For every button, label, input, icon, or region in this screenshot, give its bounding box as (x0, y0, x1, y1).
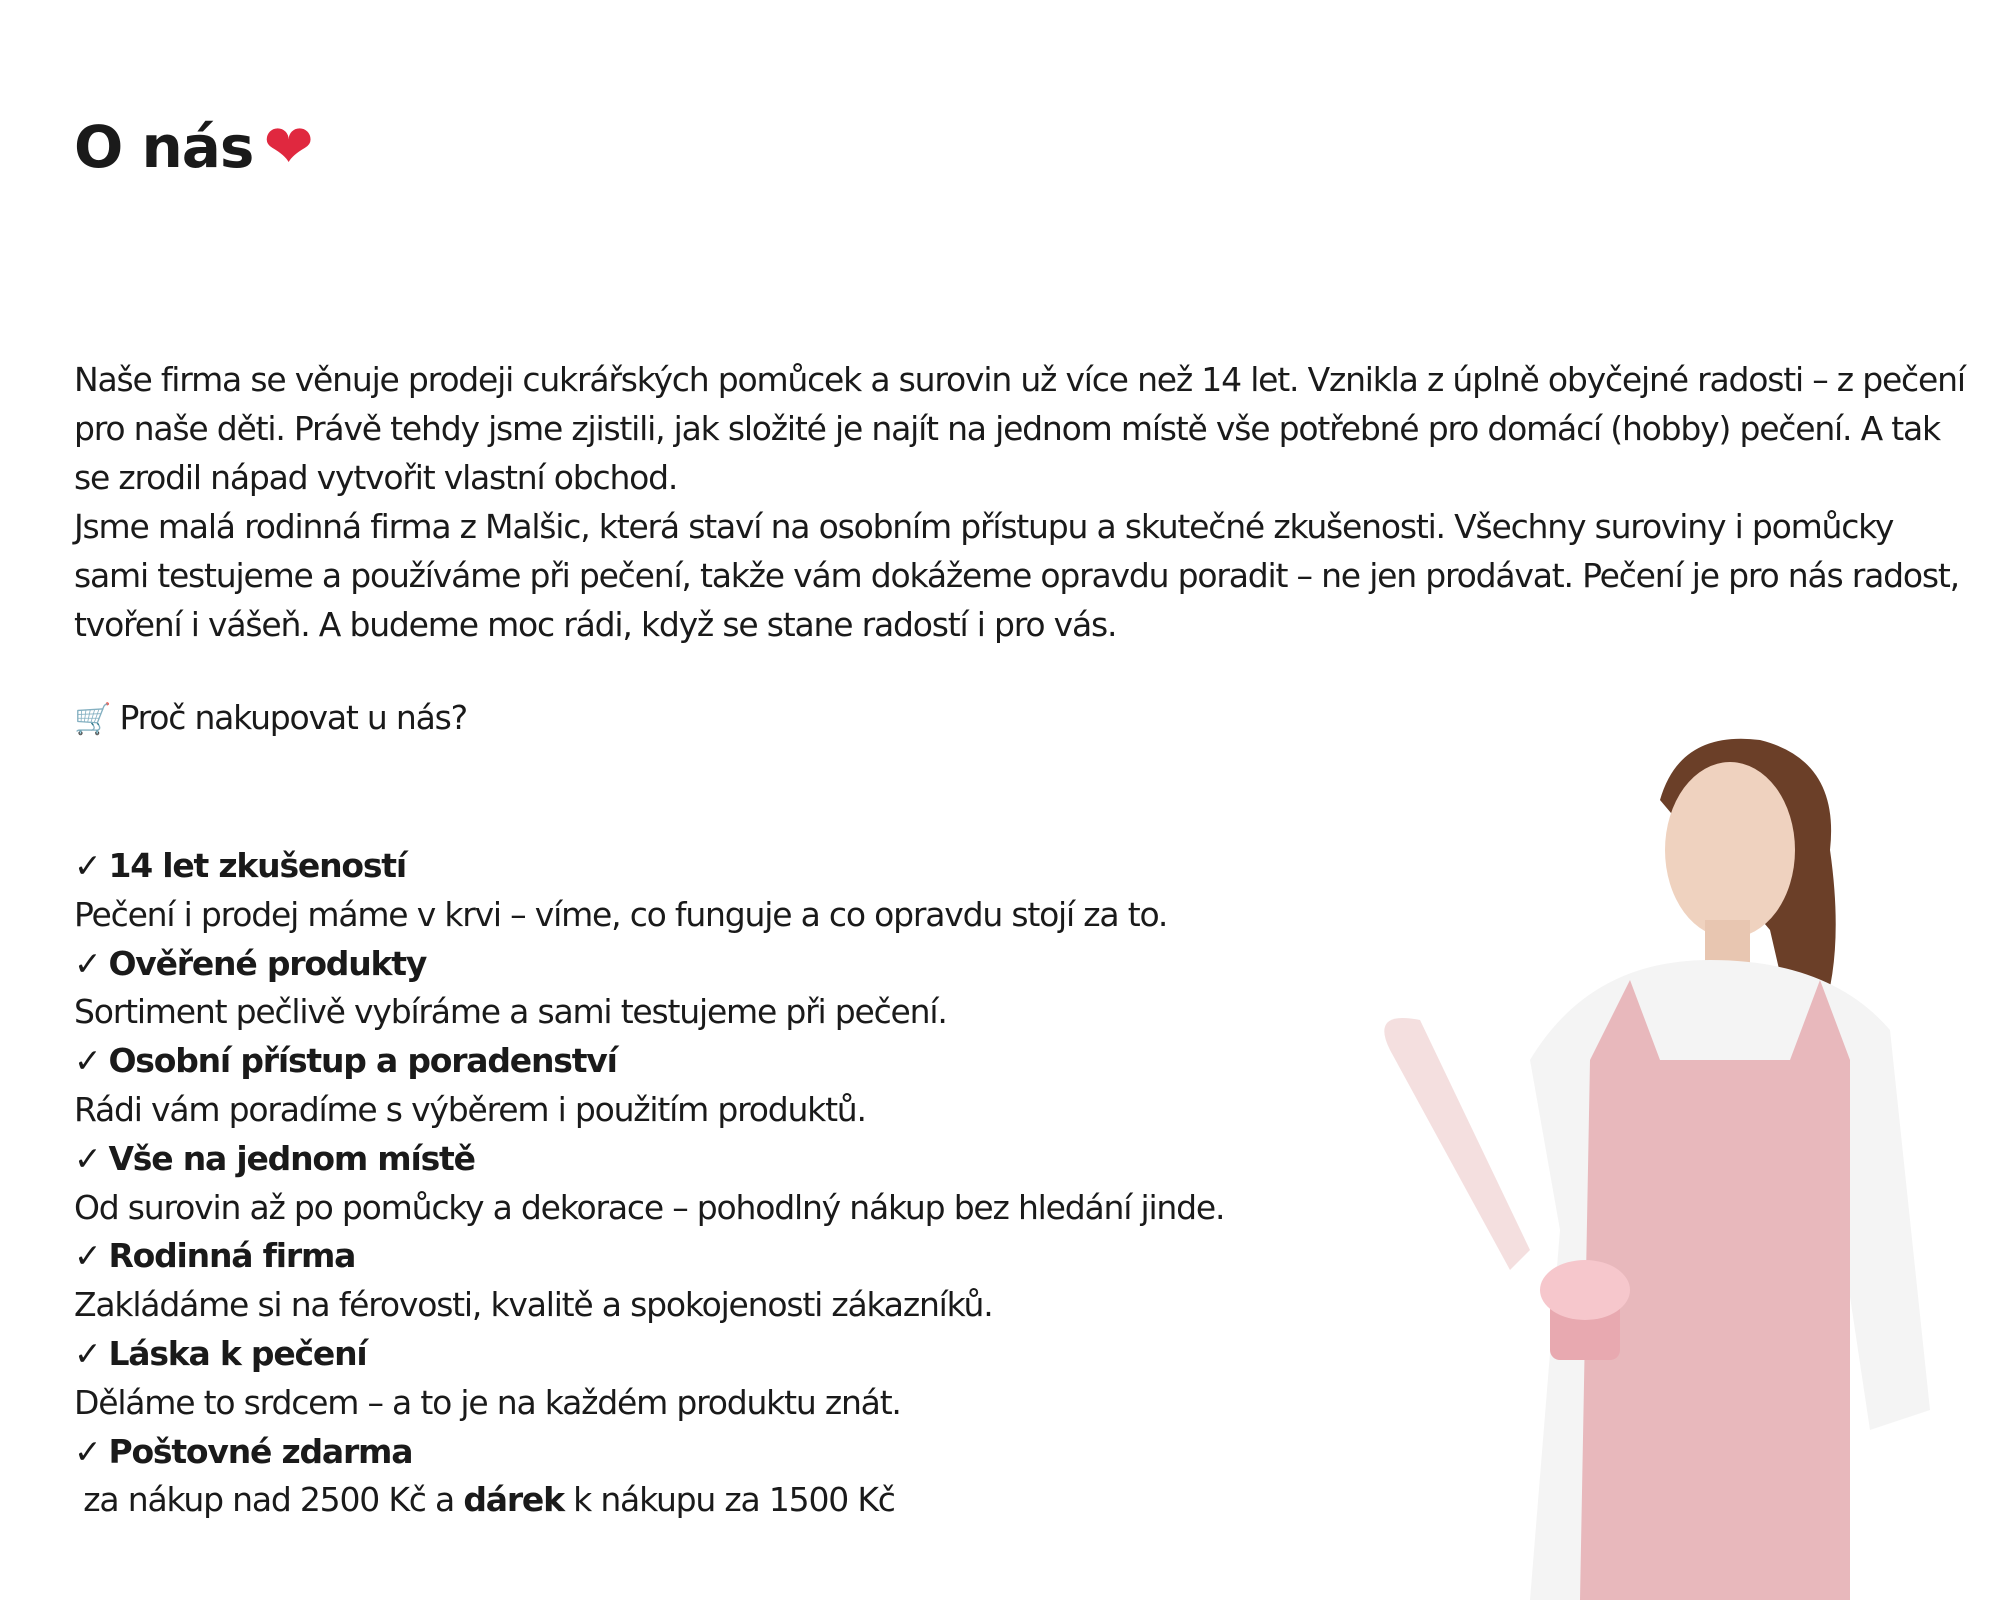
benefit-text: Děláme to srdcem – a to je na každém produktu znát. (74, 1382, 901, 1422)
benefit-item (74, 1428, 1374, 1526)
title-text: O nás (74, 113, 254, 181)
intro-paragraph: Naše firma se věnuje prodeji cukrářských pomůcek a surovin už více než 14 let. Vznikla z úplně obyčejné radosti – z pečení pro naše děti. Právě tehdy jsme zjistili, jak složité je najít na jednom místě vše potřebné pro domácí (hobby) pečení. A tak se zrodil nápad vytvořit vlastní obchod. (74, 360, 1965, 497)
benefit-title: Ověřené produkty (108, 943, 427, 983)
face (1665, 762, 1795, 938)
why-heading (74, 698, 467, 737)
why-label: Proč nakupovat u nás? (119, 698, 467, 737)
shopping-cart-icon: 🛒 (74, 702, 111, 737)
benefit-text: Pečení i prodej máme v krvi – víme, co funguje a co opravdu stojí za to. (74, 894, 1168, 934)
intro-text (74, 355, 1974, 649)
benefit-text: Od surovin až po pomůcky a dekorace – pohodlný nákup bez hledání jinde. (74, 1187, 1225, 1227)
heart-icon: ❤ (263, 112, 313, 182)
benefit-title: Rodinná firma (108, 1236, 356, 1276)
check-icon: ✓ (74, 1431, 101, 1471)
benefit-text: Sortiment pečlivě vybíráme a sami testujeme při pečení. (74, 992, 947, 1032)
check-icon: ✓ (74, 1236, 101, 1276)
check-icon: ✓ (74, 1138, 101, 1178)
benefit-item (74, 1135, 1374, 1233)
benefit-item (74, 1232, 1374, 1330)
benefit-item (74, 1037, 1374, 1135)
benefit-item (74, 940, 1374, 1038)
check-icon: ✓ (74, 1041, 101, 1081)
benefit-text (74, 1476, 1374, 1525)
benefit-title: Poštovné zdarma (108, 1431, 413, 1471)
check-icon: ✓ (74, 943, 101, 983)
page-title (74, 112, 313, 182)
benefit-item (74, 1330, 1374, 1428)
benefit-title: Láska k pečení (108, 1333, 367, 1373)
baker-photo (1330, 730, 1950, 1600)
benefit-text: Zakládáme si na férovosti, kvalitě a spokojenosti zákazníků. (74, 1285, 993, 1325)
benefit-item (74, 842, 1374, 940)
benefit-title: Vše na jednom místě (108, 1138, 475, 1178)
benefit-text-part: za nákup nad 2500 Kč a (74, 1480, 464, 1520)
benefit-title: 14 let zkušeností (108, 846, 406, 885)
benefit-text-part: k nákupu za 1500 Kč (563, 1480, 895, 1520)
check-icon: ✓ (74, 1333, 101, 1373)
frosting (1540, 1260, 1630, 1320)
piping-bag (1384, 1018, 1530, 1270)
check-icon: ✓ (74, 846, 101, 885)
benefit-text: Rádi vám poradíme s výběrem i použitím produktů. (74, 1089, 866, 1129)
benefit-text-bold: dárek (463, 1480, 564, 1520)
benefits-list (74, 842, 1374, 1525)
benefit-title: Osobní přístup a poradenství (108, 1041, 617, 1081)
intro-paragraph: Jsme malá rodinná firma z Malšic, která staví na osobním přístupu a skutečné zkušenosti. Všechny suroviny i pomůcky sami testujeme a používáme při pečení, takže vám dokážeme opravdu poradit – ne jen prodávat. Pečení je pro nás radost, tvoření i vášeň. A budeme moc rádi, když se stane radostí i pro vás. (74, 507, 1959, 644)
